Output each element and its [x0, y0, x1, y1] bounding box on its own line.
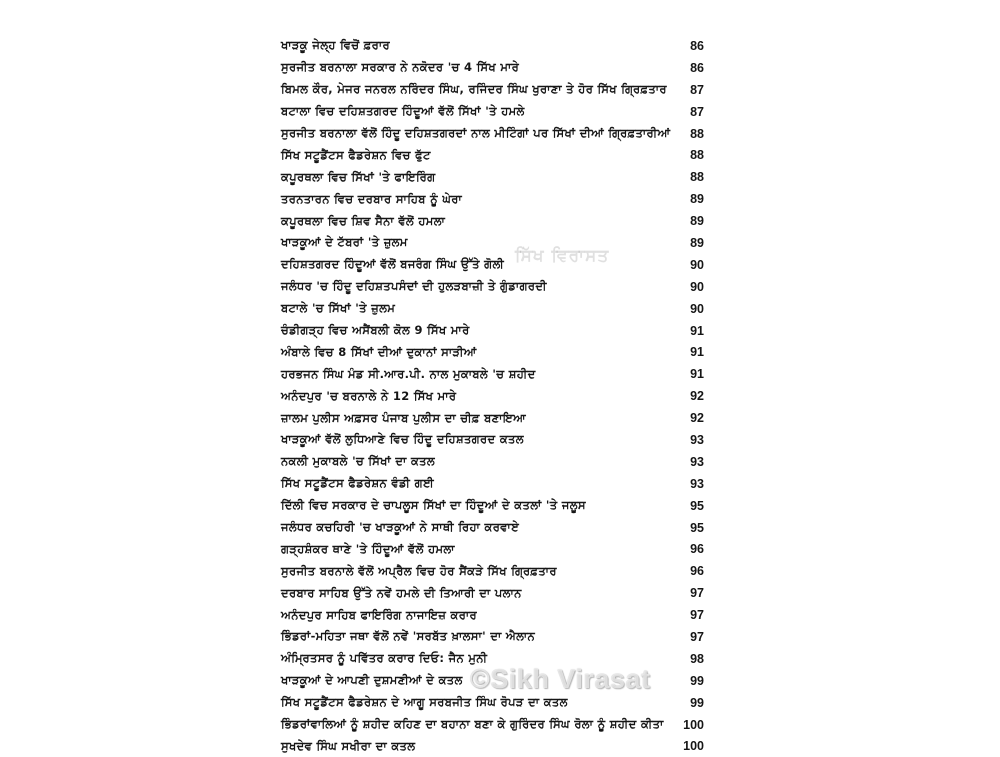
toc-entry	[281, 714, 704, 736]
toc-entry	[281, 538, 704, 560]
toc-entry-page-number: 100	[683, 739, 704, 753]
toc-entry-page-number: 100	[683, 718, 704, 732]
toc-entry-page-number: 95	[690, 499, 704, 513]
toc-entry-title: ਭਿੰਡਰਾਂਵਾਲਿਆਂ ਨੂੰ ਸ਼ਹੀਦ ਕਹਿਣ ਦਾ ਬਹਾਨਾ ਬਣਾ ਕੇ ਗੁਰਿੰਦਰ ਸਿੰਘ ਰੋਲਾ ਨੂੰ ਸ਼ਹੀਦ ਕੀਤਾ	[281, 717, 664, 732]
toc-entry	[281, 560, 704, 582]
toc-entry-page-number: 97	[690, 630, 704, 644]
toc-entry-title: ਜਲੰਧਰ 'ਚ ਹਿੰਦੂ ਦਹਿਸ਼ਤਪਸੰਦਾਂ ਦੀ ਹੁਲੜਬਾਜ਼ੀ ਤੇ ਗੁੰਡਾਗਰਦੀ	[281, 279, 547, 294]
toc-entry-title: ਦਹਿਸ਼ਤਗਰਦ ਹਿੰਦੂਆਂ ਵੱਲੋਂ ਬਜਰੰਗ ਸਿੰਘ ਉੱਤੇ ਗੋਲੀ	[281, 257, 504, 272]
toc-entry-page-number: 87	[690, 105, 704, 119]
toc-entry-title: ਖਾੜਕੂਆਂ ਦੇ ਟੱਬਰਾਂ 'ਤੇ ਜ਼ੁਲਮ	[281, 235, 408, 250]
toc-entry-title: ਭਿੰਡਰਾਂ-ਮਹਿਤਾ ਜਥਾ ਵੱਲੋਂ ਨਵੇਂ 'ਸਰਬੱਤ ਖ਼ਾਲਸਾ' ਦਾ ਐਲਾਨ	[281, 629, 535, 644]
toc-entry	[281, 298, 704, 320]
toc-entry-page-number: 97	[690, 586, 704, 600]
toc-entry-page-number: 89	[690, 192, 704, 206]
toc-entry-title: ਕਪੂਰਥਲਾ ਵਿਚ ਸ਼ਿਵ ਸੈਨਾ ਵੱਲੋਂ ਹਮਲਾ	[281, 214, 445, 229]
toc-entry-title: ਖਾੜਕੂ ਜੇਲ੍ਹ ਵਿਚੋਂ ਫ਼ਰਾਰ	[281, 38, 390, 53]
toc-entry	[281, 79, 704, 101]
toc-entry-title: ਸੁਖਦੇਵ ਸਿੰਘ ਸਖੀਰਾ ਦਾ ਕਤਲ	[281, 739, 415, 754]
toc-entry	[281, 517, 704, 539]
toc-entry	[281, 57, 704, 79]
toc-entry-page-number: 89	[690, 236, 704, 250]
toc-entry	[281, 648, 704, 670]
toc-entry-page-number: 90	[690, 302, 704, 316]
toc-entry	[281, 363, 704, 385]
toc-entry-page-number: 99	[690, 674, 704, 688]
toc-entry-title: ਗੜ੍ਹਸ਼ੰਕਰ ਥਾਣੇ 'ਤੇ ਹਿੰਦੂਆਂ ਵੱਲੋਂ ਹਮਲਾ	[281, 542, 455, 557]
toc-entry	[281, 670, 704, 692]
toc-entry-page-number: 87	[690, 83, 704, 97]
toc-entry	[281, 232, 704, 254]
toc-entry-page-number: 88	[690, 127, 704, 141]
toc-entry-title: ਜਲੰਧਰ ਕਚਹਿਰੀ 'ਚ ਖਾੜਕੂਆਂ ਨੇ ਸਾਥੀ ਰਿਹਾ ਕਰਵਾਏ	[281, 520, 519, 535]
toc-entry-page-number: 93	[690, 477, 704, 491]
toc-entry-title: ਦਿੱਲੀ ਵਿਚ ਸਰਕਾਰ ਦੇ ਚਾਪਲੂਸ ਸਿੱਖਾਂ ਦਾ ਹਿੰਦੂਆਂ ਦੇ ਕਤਲਾਂ 'ਤੇ ਜਲੂਸ	[281, 498, 586, 513]
toc-entry-title: ਸੁਰਜੀਤ ਬਰਨਾਲਾ ਸਰਕਾਰ ਨੇ ਨਕੋਦਰ 'ਚ 4 ਸਿੱਖ ਮਾਰੇ	[281, 60, 519, 75]
toc-entry	[281, 582, 704, 604]
table-of-contents	[281, 35, 704, 757]
toc-entry-title: ਅੰਮ੍ਰਿਤਸਰ ਨੂੰ ਪਵਿੱਤਰ ਕਰਾਰ ਦਿਓ: ਜੈਨ ਮੁਨੀ	[281, 651, 487, 666]
toc-entry-page-number: 88	[690, 148, 704, 162]
toc-entry-title: ਬਟਾਲੇ 'ਚ ਸਿੱਖਾਂ 'ਤੇ ਜ਼ੁਲਮ	[281, 301, 395, 316]
toc-entry-page-number: 91	[690, 367, 704, 381]
toc-entry	[281, 276, 704, 298]
toc-entry-page-number: 99	[690, 696, 704, 710]
toc-entry-title: ਤਰਨਤਾਰਨ ਵਿਚ ਦਰਬਾਰ ਸਾਹਿਬ ਨੂੰ ਘੇਰਾ	[281, 192, 462, 207]
toc-entry	[281, 123, 704, 145]
toc-entry-page-number: 91	[690, 345, 704, 359]
toc-entry-title: ਬਟਾਲਾ ਵਿਚ ਦਹਿਸ਼ਤਗਰਦ ਹਿੰਦੂਆਂ ਵੱਲੋਂ ਸਿੱਖਾਂ 'ਤੇ ਹਮਲੇ	[281, 104, 525, 119]
toc-entry-page-number: 93	[690, 433, 704, 447]
toc-entry	[281, 736, 704, 757]
toc-entry-title: ਚੰਡੀਗੜ੍ਹ ਵਿਚ ਅਸੈਂਬਲੀ ਕੋਲ 9 ਸਿੱਖ ਮਾਰੇ	[281, 323, 470, 338]
toc-entry-title: ਸੁਰਜੀਤ ਬਰਨਾਲੇ ਵੱਲੋਂ ਅਪ੍ਰੈਲ ਵਿਚ ਹੋਰ ਸੈਂਕੜੇ ਸਿੱਖ ਗ੍ਰਿਫ਼ਤਾਰ	[281, 564, 557, 579]
toc-entry	[281, 451, 704, 473]
toc-entry	[281, 188, 704, 210]
toc-entry-page-number: 90	[690, 280, 704, 294]
toc-entry-title: ਅਨੰਦਪੁਰ 'ਚ ਬਰਨਾਲੇ ਨੇ 12 ਸਿੱਖ ਮਾਰੇ	[281, 389, 456, 404]
toc-entry-title: ਜ਼ਾਲਮ ਪੁਲੀਸ ਅਫ਼ਸਰ ਪੰਜਾਬ ਪੁਲੀਸ ਦਾ ਚੀਫ਼ ਬਣਾਇਆ	[281, 411, 526, 426]
toc-entry	[281, 692, 704, 714]
toc-entry-page-number: 86	[690, 39, 704, 53]
toc-entry-page-number: 97	[690, 608, 704, 622]
toc-entry-page-number: 92	[690, 411, 704, 425]
toc-entry	[281, 429, 704, 451]
copyright-watermark: ©Sikh Virasat	[470, 664, 650, 695]
toc-entry-page-number: 88	[690, 170, 704, 184]
toc-entry-page-number: 93	[690, 455, 704, 469]
toc-entry-title: ਸਿੱਖ ਸਟੂਡੈਂਟਸ ਫੈਡਰੇਸ਼ਨ ਵੰਡੀ ਗਈ	[281, 476, 434, 491]
toc-entry	[281, 473, 704, 495]
toc-entry	[281, 254, 704, 276]
toc-entry	[281, 144, 704, 166]
toc-entry	[281, 210, 704, 232]
toc-entry-page-number: 98	[690, 652, 704, 666]
center-watermark: ਸਿੱਖ ਵਿਰਾਸਤ	[515, 246, 609, 266]
toc-entry	[281, 35, 704, 57]
toc-entry-title: ਕਪੂਰਥਲਾ ਵਿਚ ਸਿੱਖਾਂ 'ਤੇ ਫਾਇਰਿੰਗ	[281, 170, 435, 185]
toc-entry	[281, 495, 704, 517]
toc-entry-title: ਸੁਰਜੀਤ ਬਰਨਾਲਾ ਵੱਲੋਂ ਹਿੰਦੂ ਦਹਿਸ਼ਤਗਰਦਾਂ ਨਾਲ ਮੀਟਿੰਗਾਂ ਪਰ ਸਿੱਖਾਂ ਦੀਆਂ ਗ੍ਰਿਫ਼ਤਾਰੀਆਂ	[281, 126, 670, 141]
toc-entry	[281, 101, 704, 123]
toc-entry-title: ਬਿਮਲ ਕੌਰ, ਮੇਜਰ ਜਨਰਲ ਨਰਿੰਦਰ ਸਿੰਘ, ਰਜਿੰਦਰ ਸਿੰਘ ਖੁਰਾਣਾ ਤੇ ਹੋਰ ਸਿੱਖ ਗ੍ਰਿਫ਼ਤਾਰ	[281, 82, 667, 97]
toc-entry-title: ਸਿੱਖ ਸਟੂਡੈਂਟਸ ਫੈਡਰੇਸ਼ਨ ਵਿਚ ਫੁੱਟ	[281, 148, 431, 163]
toc-entry-title: ਹਰਭਜਨ ਸਿੰਘ ਮੰਡ ਸੀ.ਆਰ.ਪੀ. ਨਾਲ ਮੁਕਾਬਲੇ 'ਚ ਸ਼ਹੀਦ	[281, 367, 536, 382]
toc-entry-page-number: 96	[690, 564, 704, 578]
toc-entry	[281, 626, 704, 648]
toc-entry	[281, 341, 704, 363]
toc-entry	[281, 320, 704, 342]
toc-entry	[281, 166, 704, 188]
toc-entry	[281, 407, 704, 429]
toc-entry-page-number: 91	[690, 324, 704, 338]
toc-entry-title: ਖਾੜਕੂਆਂ ਦੇ ਆਪਣੀ ਦੁਸ਼ਮਣੀਆਂ ਦੇ ਕਤਲ	[281, 673, 463, 688]
toc-entry-page-number: 90	[690, 258, 704, 272]
toc-entry-title: ਦਰਬਾਰ ਸਾਹਿਬ ਉੱਤੇ ਨਵੇਂ ਹਮਲੇ ਦੀ ਤਿਆਰੀ ਦਾ ਪਲਾਨ	[281, 586, 522, 601]
toc-entry-title: ਅਨੰਦਪੁਰ ਸਾਹਿਬ ਫਾਇਰਿੰਗ ਨਾਜਾਇਜ਼ ਕਰਾਰ	[281, 608, 477, 623]
toc-entry-page-number: 95	[690, 521, 704, 535]
toc-entry-title: ਅੰਬਾਲੇ ਵਿਚ 8 ਸਿੱਖਾਂ ਦੀਆਂ ਦੁਕਾਨਾਂ ਸਾੜੀਆਂ	[281, 345, 477, 360]
toc-entry-page-number: 89	[690, 214, 704, 228]
toc-entry	[281, 385, 704, 407]
toc-entry-title: ਨਕਲੀ ਮੁਕਾਬਲੇ 'ਚ ਸਿੱਖਾਂ ਦਾ ਕਤਲ	[281, 454, 435, 469]
toc-entry	[281, 604, 704, 626]
toc-entry-title: ਸਿੱਖ ਸਟੂਡੈਂਟਸ ਫੈਡਰੇਸ਼ਨ ਦੇ ਆਗੂ ਸਰਬਜੀਤ ਸਿੰਘ ਰੋਪੜ ਦਾ ਕਤਲ	[281, 695, 568, 710]
toc-entry-page-number: 86	[690, 61, 704, 75]
toc-entry-page-number: 92	[690, 389, 704, 403]
toc-entry-page-number: 96	[690, 542, 704, 556]
toc-entry-title: ਖਾੜਕੂਆਂ ਵੱਲੋਂ ਲੁਧਿਆਣੇ ਵਿਚ ਹਿੰਦੂ ਦਹਿਸ਼ਤਗਰਦ ਕਤਲ	[281, 432, 524, 447]
